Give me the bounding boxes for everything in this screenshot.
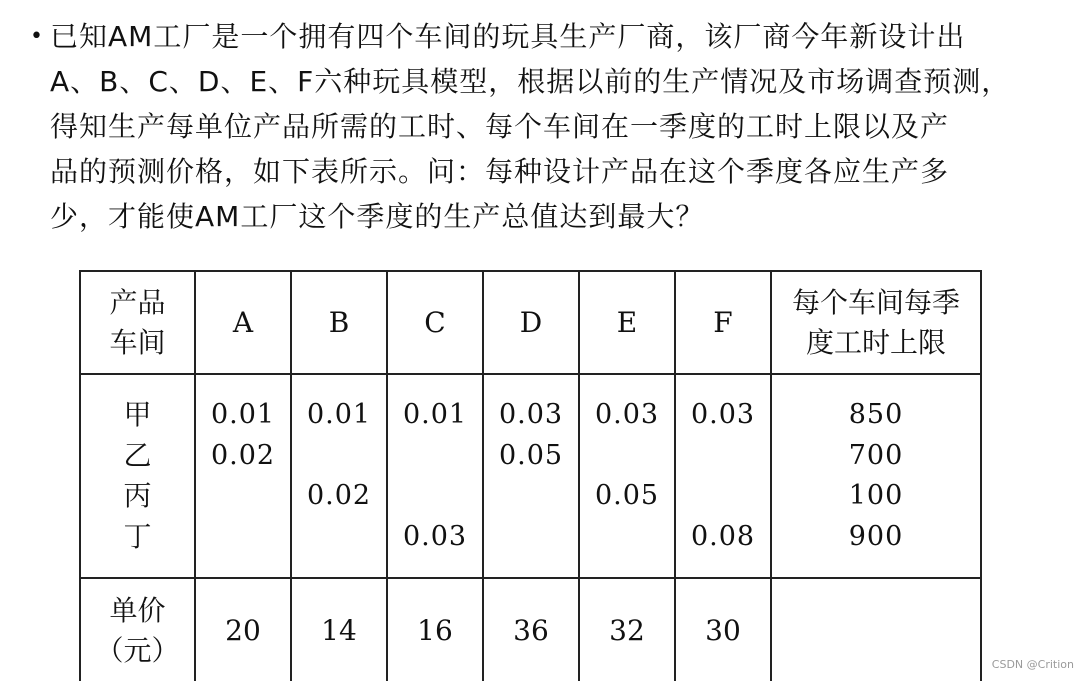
price-value: 16	[417, 614, 453, 647]
price-row	[80, 578, 981, 681]
product-label: B	[328, 306, 350, 339]
limit-value: 850	[848, 399, 904, 430]
hours-value: 0.05	[498, 439, 564, 471]
hours-value: 0.08	[690, 520, 756, 552]
price-value: 14	[321, 614, 357, 647]
problem-line: 已知AM工厂是一个拥有四个车间的玩具生产厂商，该厂商今年新设计出	[50, 20, 966, 53]
product-header-f	[675, 271, 771, 374]
product-header-e	[579, 271, 675, 374]
price-value: 32	[609, 614, 645, 647]
product-label: F	[713, 306, 733, 339]
product-header-b	[291, 271, 387, 374]
product-label: A	[232, 306, 254, 339]
hours-row	[80, 374, 981, 578]
hours-cell-b	[291, 374, 387, 578]
watermark: CSDN @Crition	[991, 658, 1074, 671]
workshop-label: 丙	[123, 479, 152, 512]
problem-line: A、B、C、D、E、F六种玩具模型，根据以前的生产情况及市场调查预测，	[50, 65, 1011, 98]
price-unit-label: （元）	[95, 633, 180, 667]
price-label: 单价	[109, 593, 166, 627]
limits-cell	[771, 374, 981, 578]
hours-value: 0.02	[306, 480, 372, 511]
workshop-label: 乙	[123, 438, 152, 472]
hours-value: 0.01	[210, 399, 276, 430]
price-cell-a	[195, 578, 291, 681]
limit-header-line: 每个车间每季	[791, 285, 960, 319]
hours-value: 0.01	[402, 399, 468, 430]
price-cell-e	[579, 578, 675, 681]
price-cell-f	[675, 578, 771, 681]
hours-value: 0.03	[402, 520, 468, 552]
workshop-label: 丁	[123, 519, 152, 553]
hours-value: 0.03	[498, 399, 564, 430]
price-value: 20	[225, 614, 261, 647]
hours-cell-c	[387, 374, 483, 578]
price-cell-d	[483, 578, 579, 681]
product-header-c	[387, 271, 483, 374]
hours-value: 0.02	[210, 439, 276, 471]
price-cell-c	[387, 578, 483, 681]
corner-label-workshop: 车间	[109, 325, 166, 359]
limit-value: 900	[848, 520, 904, 552]
hours-cell-a	[195, 374, 291, 578]
price-cell-b	[291, 578, 387, 681]
product-label: C	[424, 306, 446, 339]
product-label: D	[519, 306, 543, 339]
hours-cell-f	[675, 374, 771, 578]
price-empty-cell	[771, 578, 981, 681]
workshop-cell	[80, 374, 195, 578]
header-row	[80, 271, 981, 374]
price-value: 30	[705, 614, 741, 647]
hours-value: 0.01	[306, 399, 372, 430]
limit-header-line: 度工时上限	[805, 325, 946, 359]
problem-line: 得知生产每单位产品所需的工时、每个车间在一季度的工时上限以及产	[50, 110, 950, 143]
hours-value: 0.05	[594, 480, 660, 511]
product-label: E	[616, 306, 638, 339]
problem-statement	[22, 14, 1062, 239]
hours-cell-d	[483, 374, 579, 578]
price-label-cell	[80, 578, 195, 681]
production-table	[79, 270, 982, 681]
price-value: 36	[513, 614, 549, 647]
limit-value: 100	[848, 480, 904, 511]
product-header-a	[195, 271, 291, 374]
corner-cell	[80, 271, 195, 374]
limit-value: 700	[848, 439, 904, 471]
corner-label-product: 产品	[109, 285, 166, 319]
hours-value: 0.03	[594, 399, 660, 430]
problem-line: 品的预测价格，如下表所示。问：每种设计产品在这个季度各应生产多	[50, 155, 950, 188]
hours-cell-e	[579, 374, 675, 578]
hours-value: 0.03	[690, 399, 756, 430]
bullet-point: •	[30, 24, 44, 49]
workshop-label: 甲	[123, 398, 152, 431]
problem-line: 少，才能使AM工厂这个季度的生产总值达到最大？	[50, 200, 705, 233]
limit-header	[771, 271, 981, 374]
product-header-d	[483, 271, 579, 374]
